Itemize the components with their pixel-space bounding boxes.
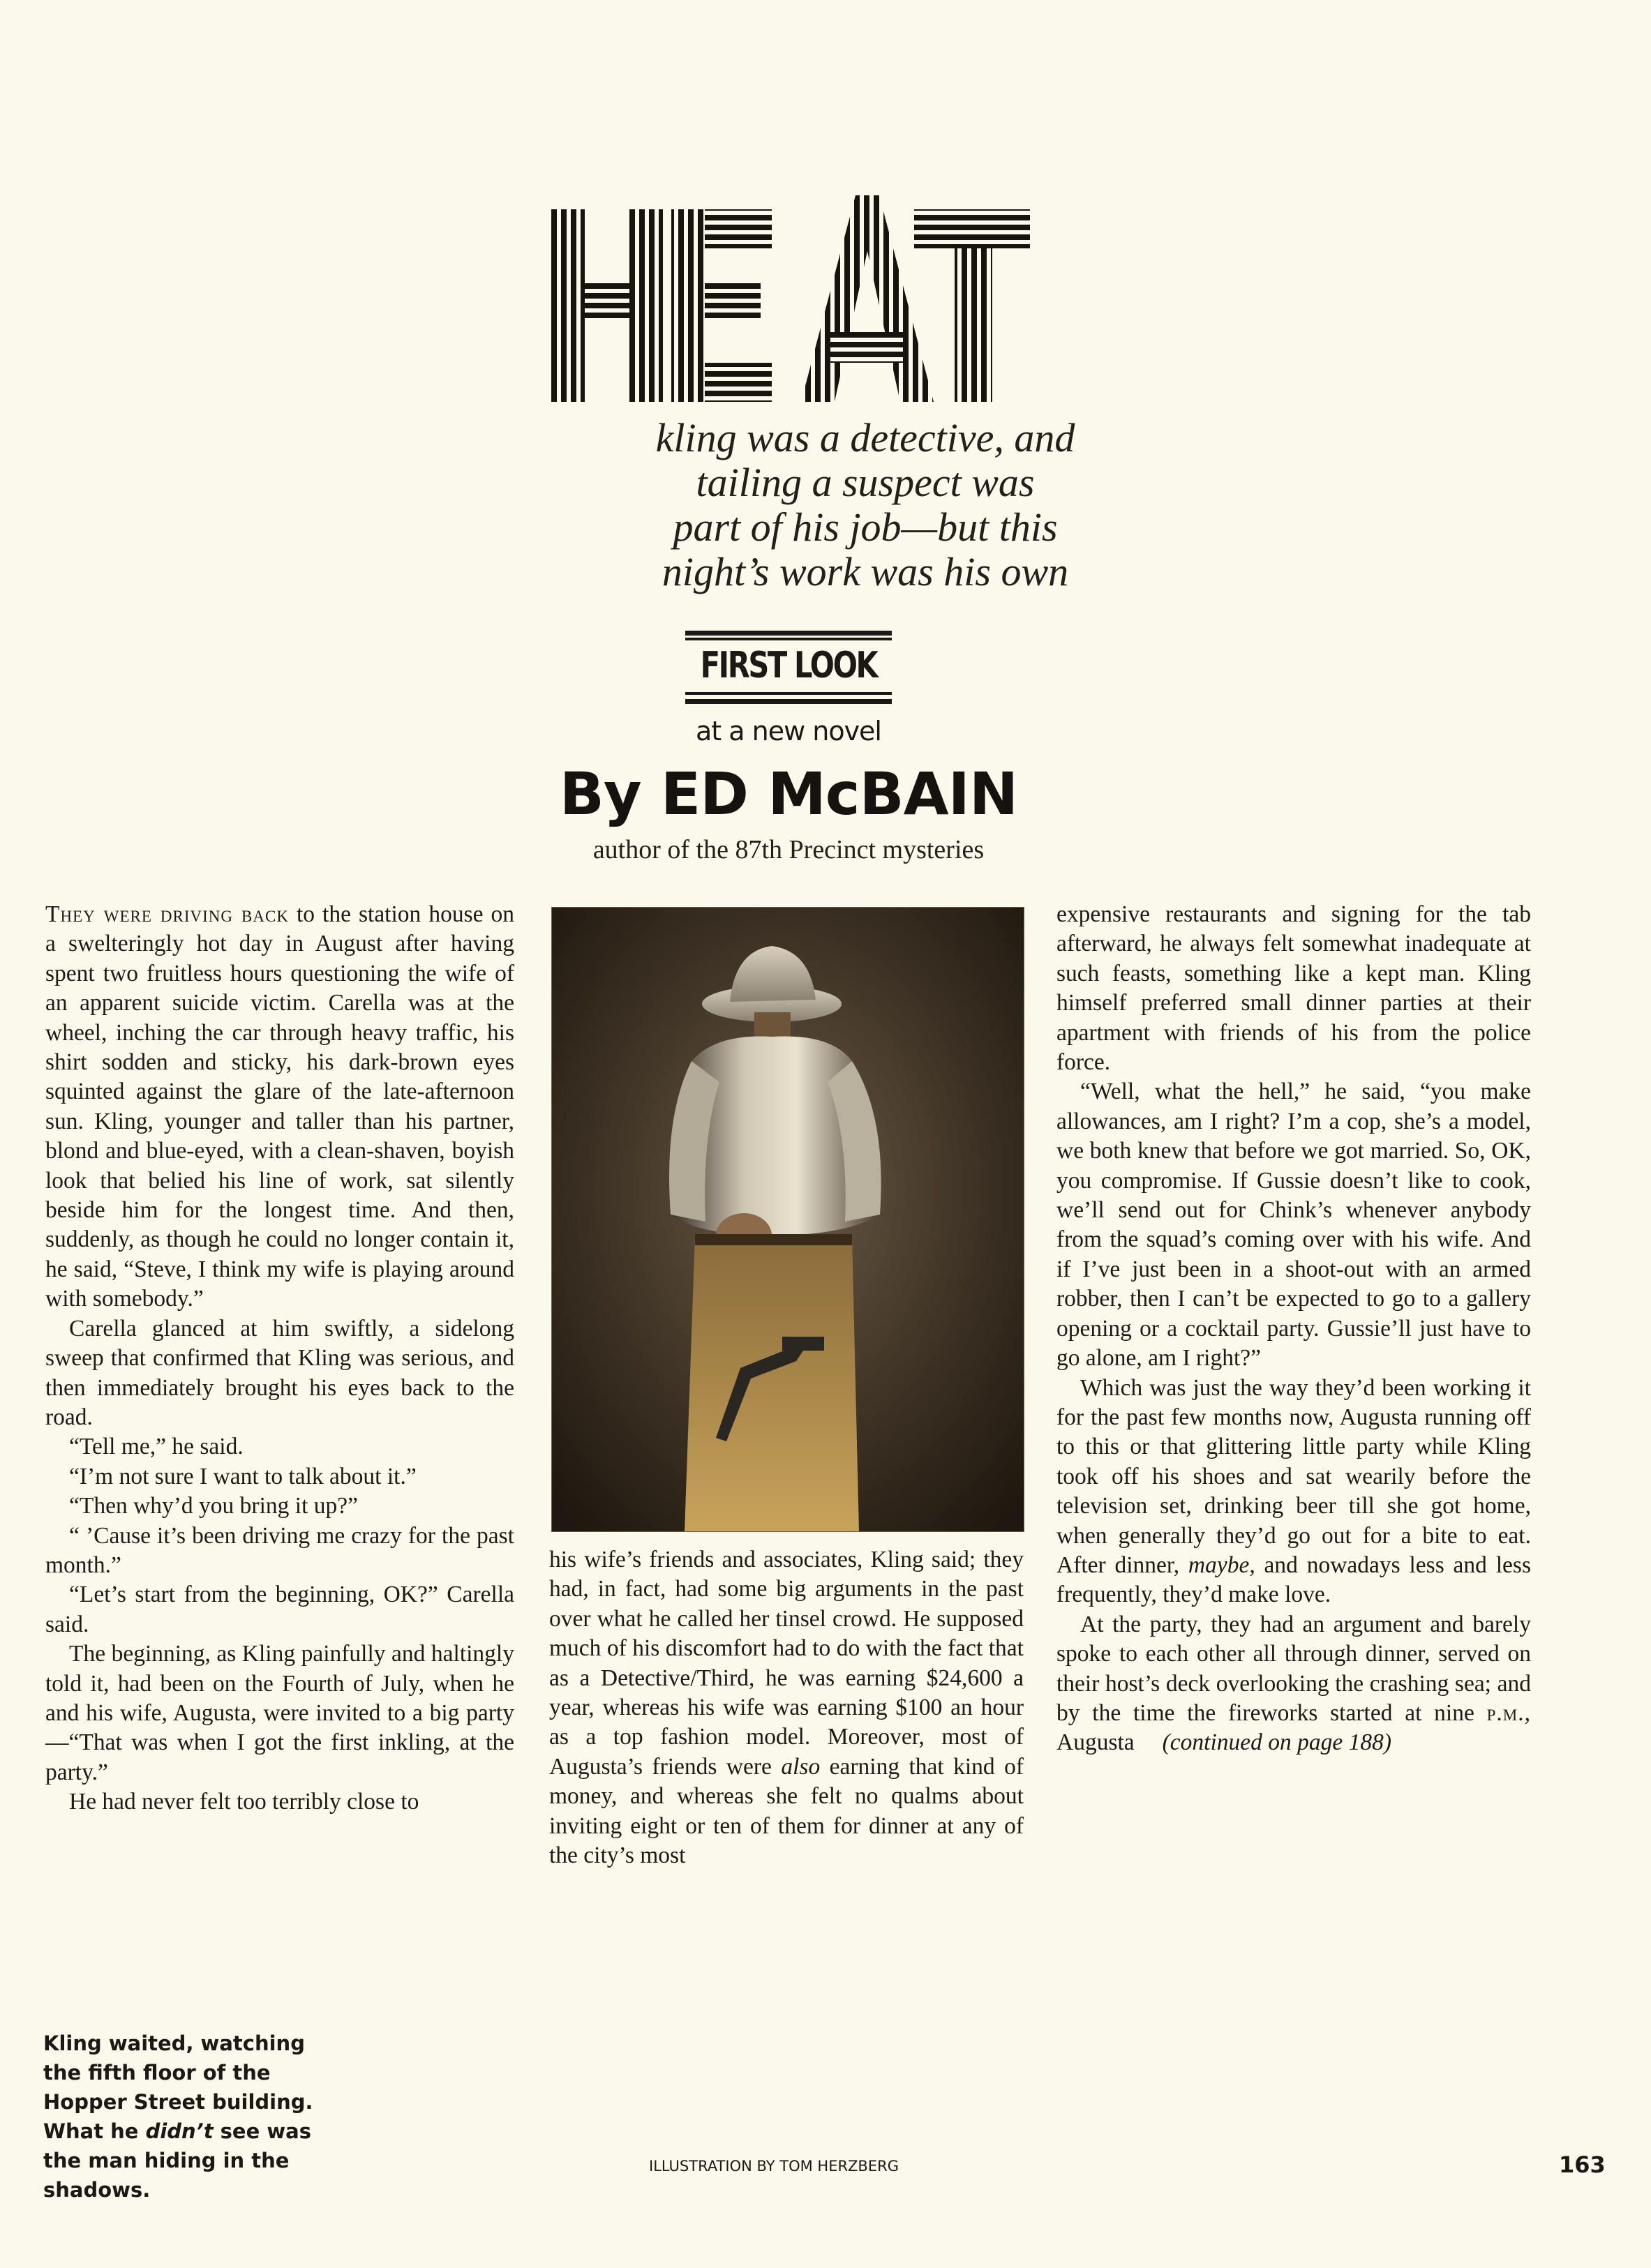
- paragraph: “Tell me,” he said.: [69, 1434, 244, 1460]
- paragraph-text: Augusta: [1056, 1729, 1135, 1756]
- heat-title-logo: [551, 195, 1030, 402]
- deck-line: kling was a detective, and: [655, 415, 1075, 460]
- divider-rule: [685, 631, 892, 636]
- paragraph: “ ’Cause it’s been driving me crazy for the past month.”: [45, 1522, 514, 1578]
- paragraph: “Let’s start from the beginning, OK?” Carella said.: [45, 1582, 514, 1637]
- paragraph-text: Which was just the way they’d been working it for the past few months now, Augusta running off to this or that glittering little party while Kling took off his shoes and sat wearily before the television set, drinking beer till she got home, when generally they’d go out for a bite to eat. After dinner,: [1056, 1374, 1531, 1578]
- caption-emphasis: didn’t: [145, 2119, 214, 2143]
- paragraph-text: earning that kind of money, and whereas she felt no qualms about inviting eight or ten of them for dinner at any of the city’s most: [549, 1753, 1024, 1869]
- deck-line: tailing a suspect was: [696, 460, 1035, 505]
- series-label: FIRST LOOK: [700, 645, 877, 686]
- page-number: 163: [1559, 2151, 1606, 2178]
- caption-text: Kling waited, watching the fifth floor of the Hopper Street building. What he: [43, 2032, 313, 2143]
- emphasis: also: [781, 1753, 821, 1780]
- paragraph: “Well, what the hell,” he said, “you make allowances, am I right? I’m a cop, she’s a model, we both knew that before we got married. So, OK, you compromise. If Gussie doesn’t like to cook, we’ll send out for Chink’s whenever anybody from the squad’s coming over with his wife. And if I’ve just been in a shoot-out with an armed robber, then I can’t be expected to go to a gallery opening or a cocktail party. Gussie’ll just have to go alone, am I right?”: [1056, 1079, 1531, 1372]
- continued-note: (continued on page 188): [1162, 1729, 1392, 1756]
- paragraph: Carella glanced at him swiftly, a sidelong sweep that confirmed that Kling was serious, and then immediately brought his eyes back to the road.: [45, 1315, 514, 1430]
- article-column-3: [1056, 900, 1531, 1758]
- paragraph: to the station house on a swelteringly hot day in August after having spent two fruitless hours questioning the wife of an apparent suicide victim. Carella was at the wheel, inching the car through heavy traffic, his shirt sodden and sticky, his dark-brown eyes squinted against the glare of the late-afternoon sun. Kling, younger and taller than his partner, blond and blue-eyed, with a clean-shaven, boyish look that belied his line of work, sat silently beside him for the longest time. And then, suddenly, as though he could no longer contain it, he said, “Steve, I think my wife is playing around with somebody.”: [45, 901, 514, 1312]
- series-sublabel: at a new novel: [695, 716, 881, 746]
- article-column-1: [45, 900, 514, 1817]
- divider-rule: [685, 699, 892, 704]
- divider-rule: [685, 692, 892, 695]
- paragraph: The beginning, as Kling painfully and haltingly told it, had been on the Fourth of July, when he and his wife, Augusta, were invited to a big party—“That was when I got the first inkling, at the party.”: [45, 1641, 514, 1785]
- detective-illustration: [551, 907, 1024, 1532]
- author-byline: By ED McBAIN: [559, 760, 1018, 828]
- illustration-caption: [43, 2029, 336, 2205]
- deck-line: night’s work was his own: [662, 549, 1069, 594]
- paragraph-text: and nowadays less and less frequently, they’d make love.: [1056, 1552, 1531, 1608]
- divider-rule: [685, 638, 892, 640]
- paragraph: expensive restaurants and signing for the tab afterward, he always felt somewhat inadequate at such feasts, something like a kept man. Kling himself preferred small dinner parties at their apartment with friends of his from the police force.: [1056, 901, 1531, 1076]
- time-abbrev: p.m.,: [1486, 1699, 1531, 1726]
- author-description: author of the 87th Precinct mysteries: [592, 835, 985, 864]
- deck-line: part of his job—but this: [673, 504, 1058, 550]
- caption-text: see was the man hiding in the shadows.: [43, 2119, 311, 2202]
- illustration-credit: ILLUSTRATION BY TOM HERZBERG: [649, 2158, 899, 2175]
- emphasis: maybe,: [1188, 1552, 1255, 1578]
- article-deck: [481, 416, 1249, 594]
- paragraph-text: his wife’s friends and associates, Kling said; they had, in fact, had some big arguments in the past over what he called her tinsel crowd. He supposed much of his discomfort had to do with the fact that as a Detective/Third, he was earning $24,600 a year, whereas his wife was earning $100 an hour as a top fashion model. Moreover, most of Augusta’s friends were: [549, 1547, 1024, 1780]
- paragraph: He had never felt too terribly close to: [69, 1789, 419, 1815]
- paragraph: “I’m not sure I want to talk about it.”: [69, 1463, 417, 1489]
- article-column-2: [549, 1545, 1024, 1870]
- paragraph-text: At the party, they had an argument and barely spoke to each other all through dinner, served on their host’s deck overlooking the crashing sea; and by the time the fireworks started at nine: [1056, 1611, 1531, 1726]
- lead-in-smallcaps: They were driving back: [45, 901, 289, 927]
- paragraph: “Then why’d you bring it up?”: [69, 1493, 358, 1519]
